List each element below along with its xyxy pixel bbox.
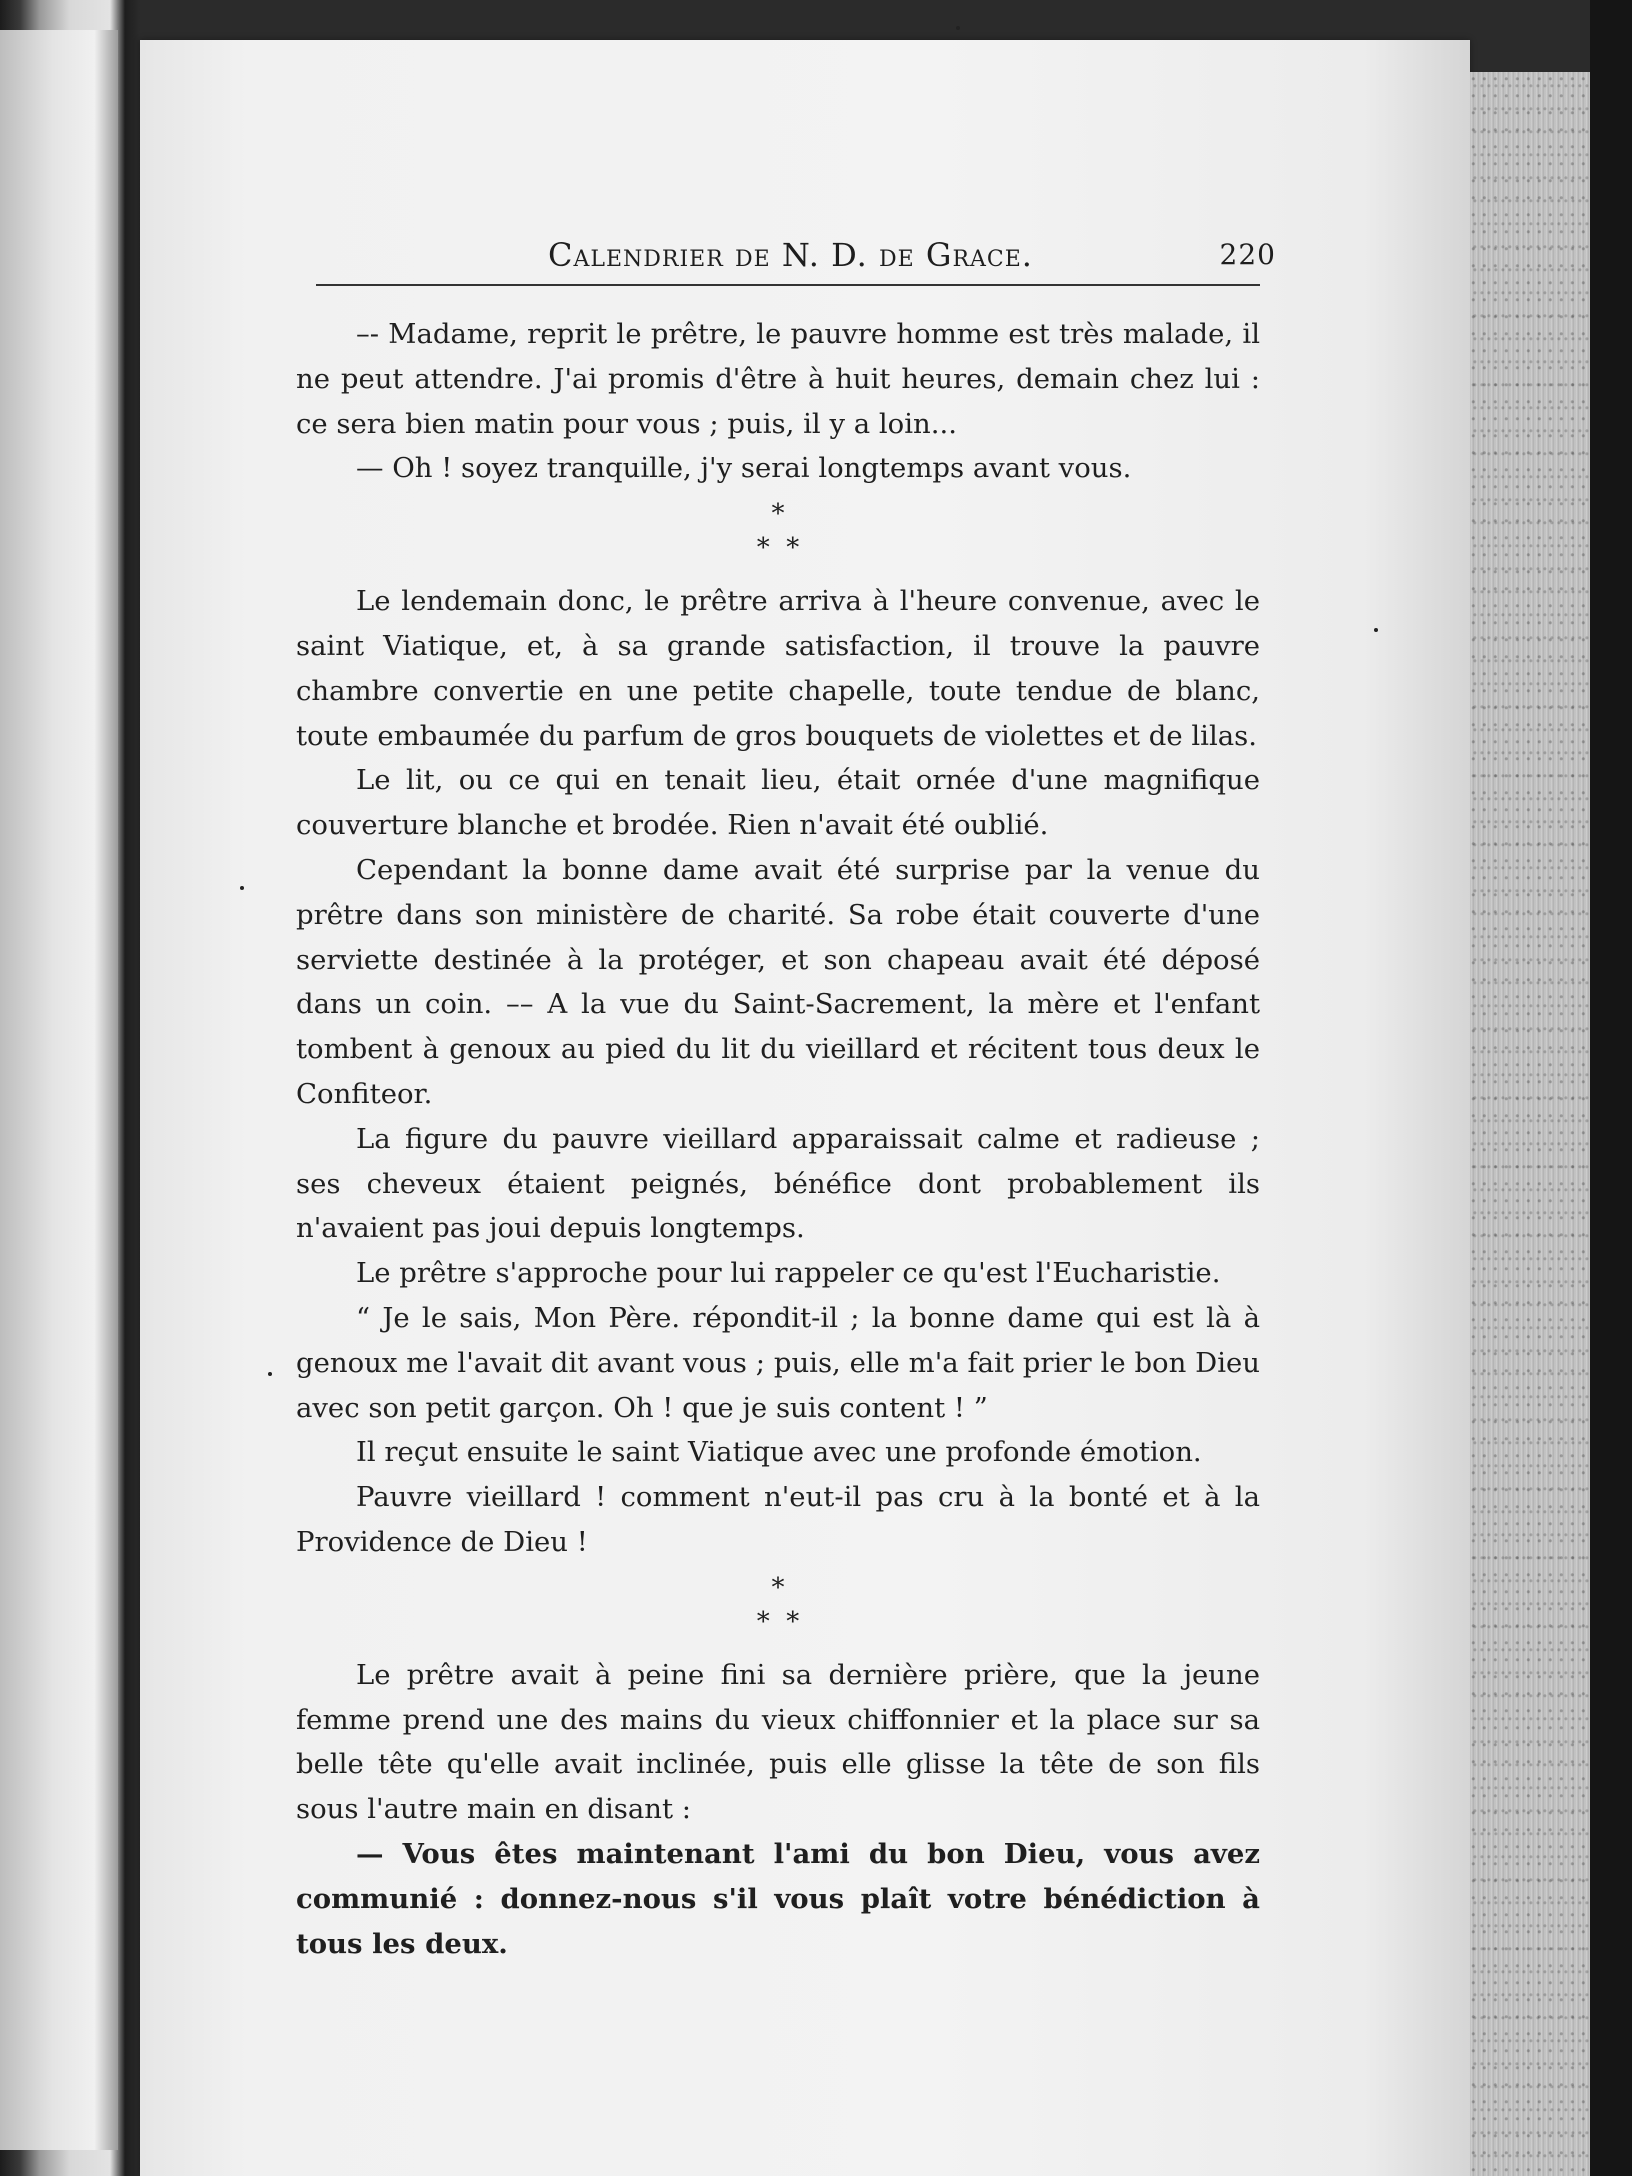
paragraph: Le prêtre avait à peine fini sa dernière prière, que la jeune femme prend une des mains du vieux chiffonnier et la place sur sa belle tête qu'elle avait inclinée, puis elle glisse la tête de son fils sous l'autre main en disant :: [296, 1658, 1260, 1826]
paragraph: — Oh ! soyez tranquille, j'y serai longtemps avant vous.: [356, 452, 1132, 485]
asterism-bottom: * *: [756, 533, 800, 564]
left-page-edge: [0, 30, 118, 2150]
paragraph: La figure du pauvre vieillard apparaissait calme et radieuse ; ses cheveux étaient peignés, bénéfice dont probablement ils n'avaient pas joui depuis longtemps.: [296, 1122, 1260, 1245]
running-title: Calendrier de N. D. de Grace.: [548, 236, 1033, 274]
paragraph: Il reçut ensuite le saint Viatique avec une profonde émotion.: [356, 1436, 1202, 1469]
page-header: [316, 236, 1276, 286]
paragraph: Le lendemain donc, le prêtre arriva à l'heure convenue, avec le saint Viatique, et, à sa grande satisfaction, il trouve la pauvre chambre convertie en une petite chapelle, toute tendue de blanc, toute embaumée du parfum de gros bouquets de violettes et de lilas.: [296, 585, 1260, 752]
asterism-top: *: [771, 499, 785, 530]
ink-speck: [956, 26, 960, 30]
ink-speck: [1374, 628, 1378, 632]
ink-speck: [268, 1372, 272, 1376]
paragraph: “ Je le sais, Mon Père. répondit-il ; la bonne dame qui est là à genoux me l'avait dit avant vous ; puis, elle m'a fait prier le bon Dieu avec son petit garçon. Oh ! que je suis content ! ”: [296, 1301, 1260, 1424]
ink-speck: [240, 886, 244, 890]
body-text: [296, 312, 1260, 1966]
section-asterism: [296, 1571, 1260, 1639]
paragraph: Pauvre vieillard ! comment n'eut-il pas cru à la bonté et à la Providence de Dieu !: [296, 1481, 1260, 1558]
header-rule: [316, 284, 1260, 286]
paragraph: Le prêtre s'approche pour lui rappeler ce qu'est l'Eucharistie.: [356, 1257, 1221, 1290]
section-asterism: [296, 497, 1260, 565]
paragraph: — Vous êtes maintenant l'ami du bon Dieu, vous avez communié : donnez-nous s'il vous plaît votre bénédiction à tous les deux.: [296, 1837, 1260, 1960]
paragraph: Le lit, ou ce qui en tenait lieu, était ornée d'une magnifique couverture blanche et brodée. Rien n'avait été oublié.: [296, 764, 1260, 842]
page-stack-edge: [1470, 72, 1590, 2176]
scan-border: [1590, 0, 1632, 2176]
asterism-top: *: [771, 1572, 785, 1603]
page-number: 220: [1219, 238, 1276, 271]
paragraph: Cependant la bonne dame avait été surprise par la venue du prêtre dans son ministère de charité. Sa robe était couverte d'une serviette destinée à la protéger, et son chapeau avait été déposé dans un coin. –– A la vue du Saint-Sacrement, la mère et l'enfant tombent à genoux au pied du lit du vieillard et récitent tous deux le Confiteor.: [296, 853, 1260, 1110]
asterism-bottom: * *: [756, 1606, 800, 1637]
paragraph: –- Madame, reprit le prêtre, le pauvre homme est très malade, il ne peut attendre. J'ai promis d'être à huit heures, demain chez lui : ce sera bien matin pour vous ; puis, il y a loin...: [296, 318, 1260, 440]
